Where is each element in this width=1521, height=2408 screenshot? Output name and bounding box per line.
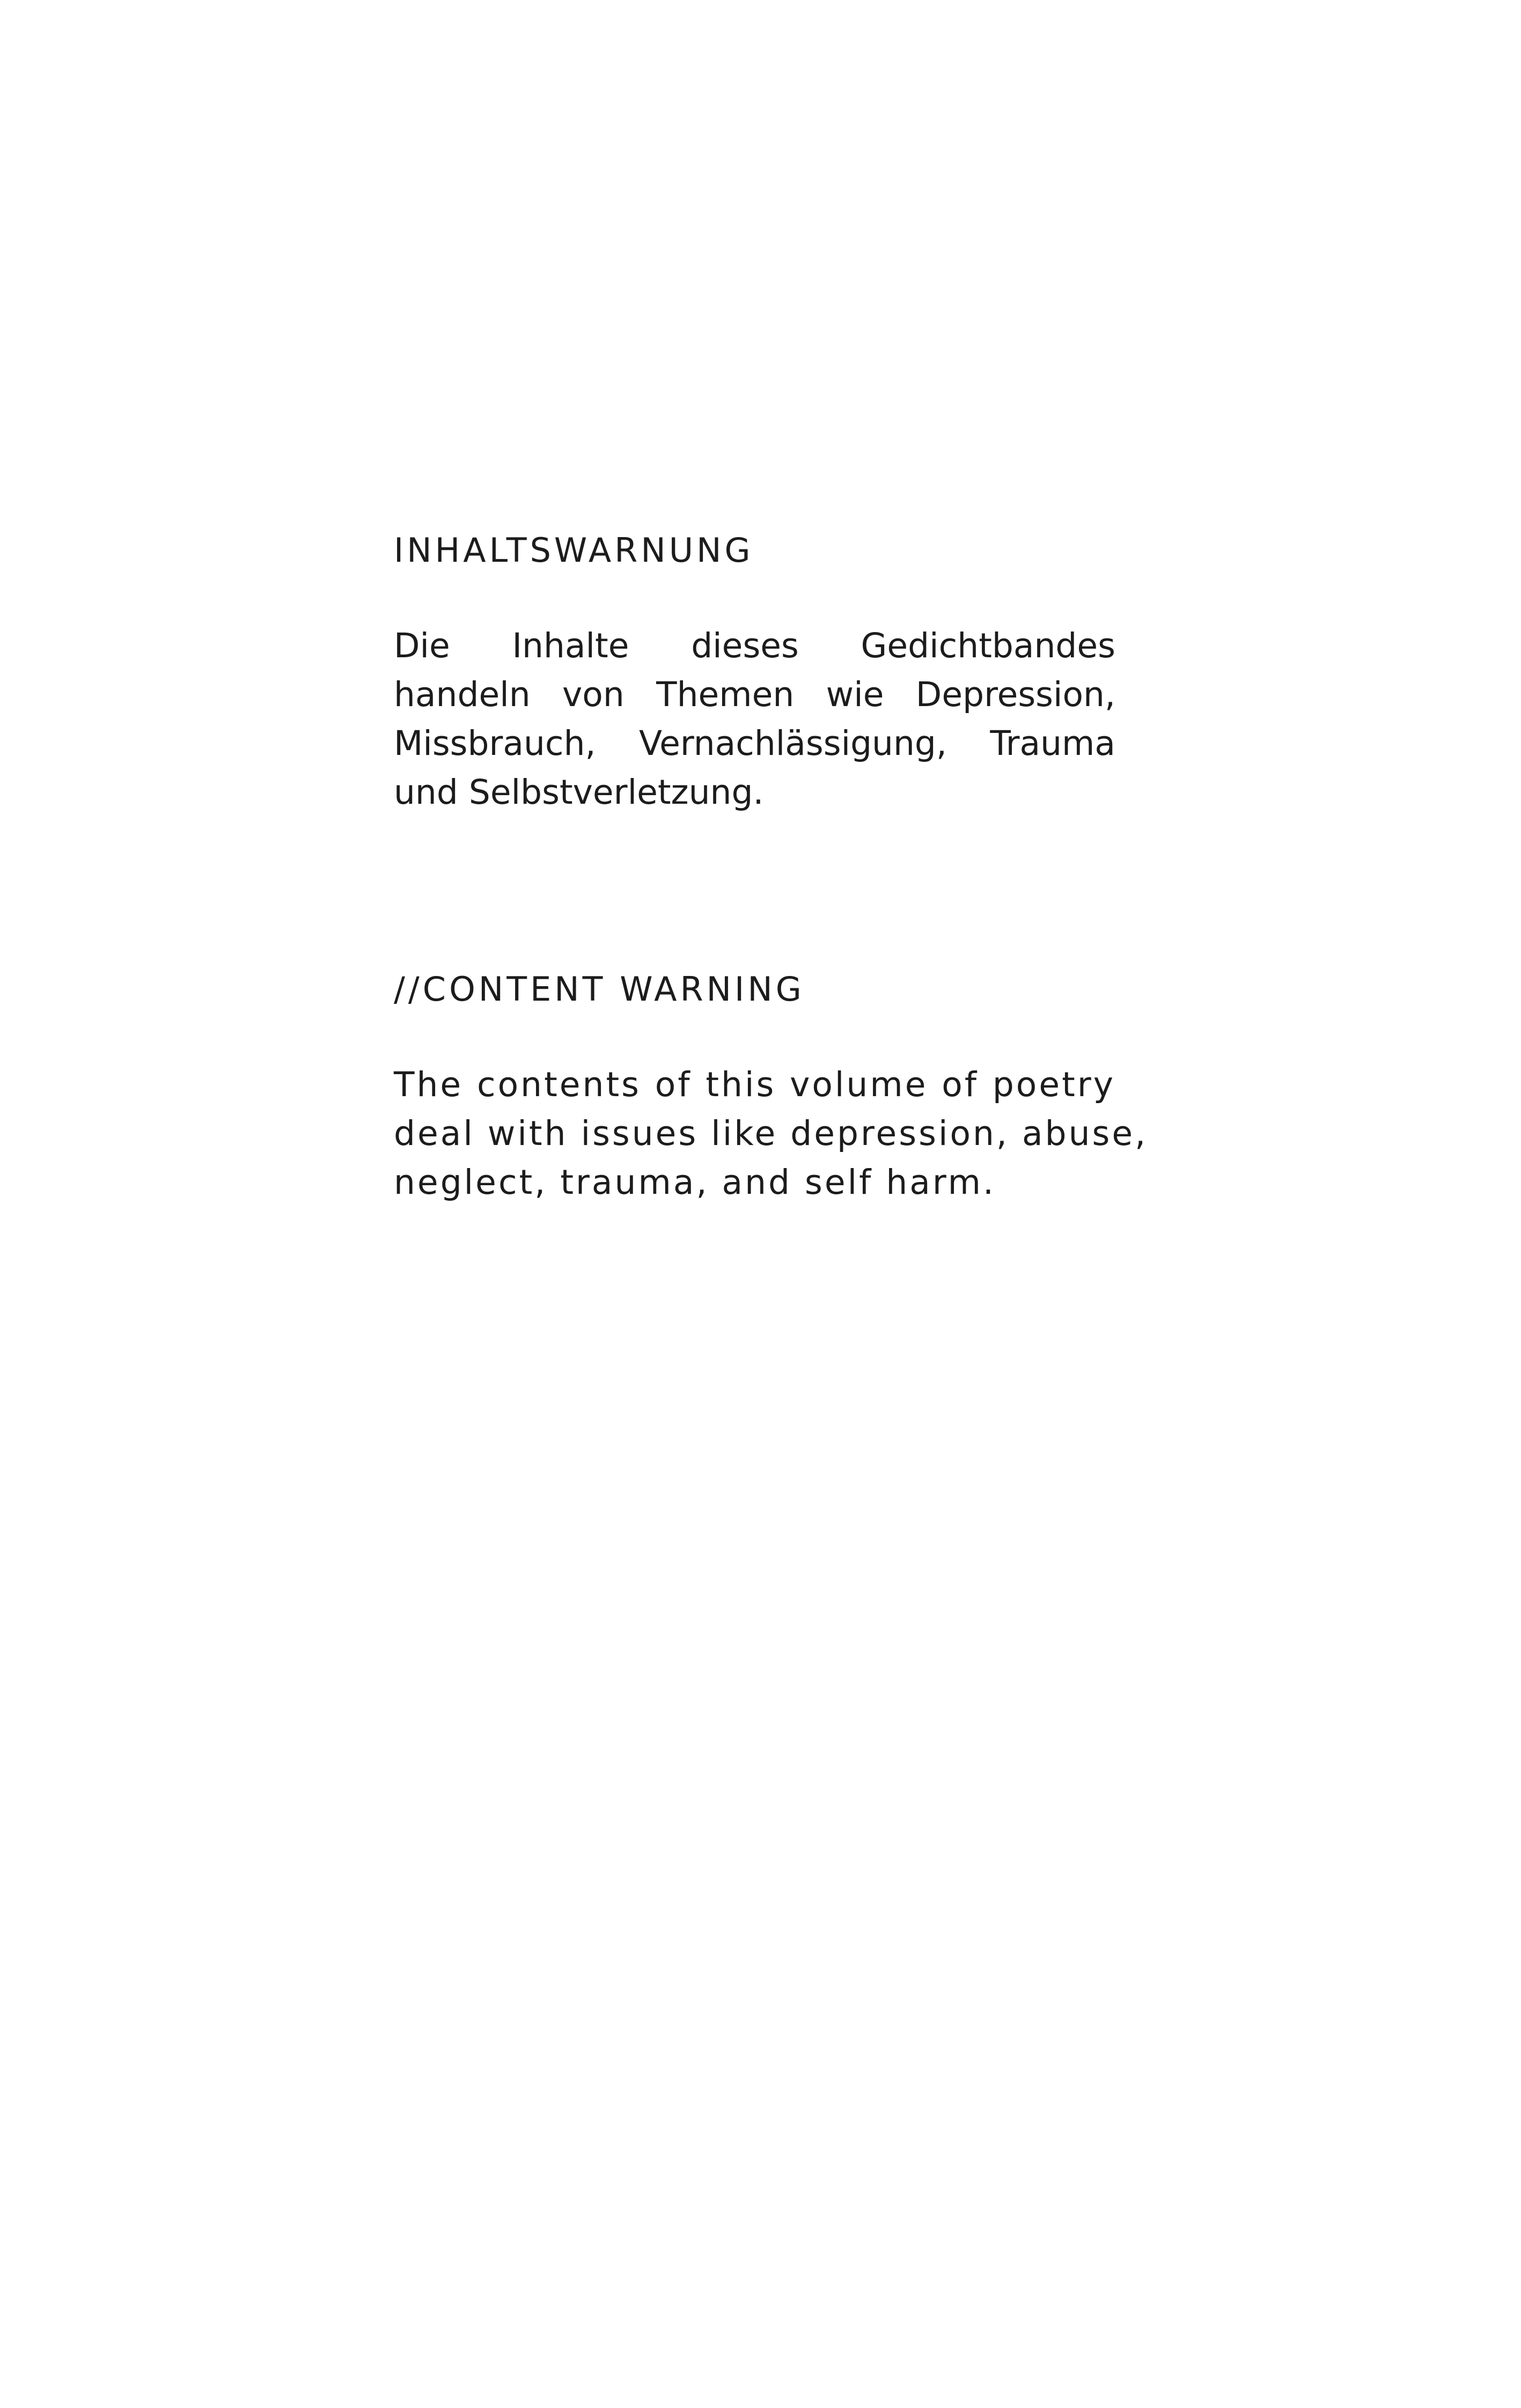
german-line-2: handeln von Themen wie Depression,: [394, 675, 1115, 714]
english-warning-text: [394, 1060, 1148, 1207]
english-line-1: The contents of this volume of poetry: [394, 1065, 1115, 1104]
english-heading: //CONTENT WARNING: [394, 970, 805, 1009]
english-line-3: neglect, trauma, and self harm.: [394, 1163, 996, 1202]
german-heading: INHALTSWARNUNG: [394, 531, 754, 570]
german-warning-text: [394, 621, 1115, 817]
german-line-3: Missbrauch, Vernachlässigung, Trauma: [394, 724, 1115, 763]
german-line-4: und Selbstverletzung.: [394, 773, 764, 812]
english-line-2: deal with issues like depression, abuse,: [394, 1114, 1148, 1153]
german-line-1: Die Inhalte dieses Gedichtbandes: [394, 626, 1115, 665]
